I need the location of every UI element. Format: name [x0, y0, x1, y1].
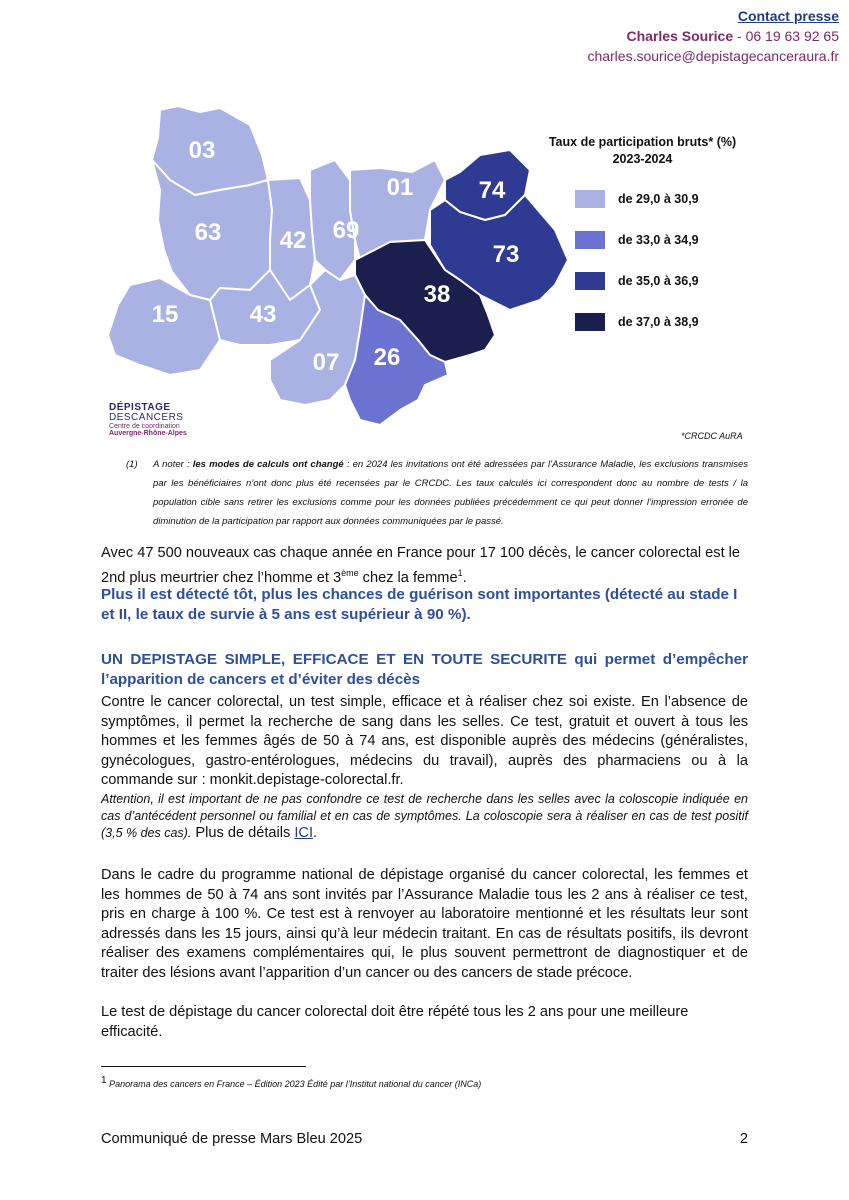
contact-email[interactable]: charles.sourice@depistagecanceraura.fr — [587, 48, 839, 64]
contact-name: Charles Sourice — [626, 28, 734, 44]
dept-label-03: 03 — [188, 137, 216, 164]
dept-label-74: 74 — [478, 177, 506, 204]
dept-label-43: 43 — [249, 301, 277, 328]
dept-label-26: 26 — [373, 344, 401, 371]
repeat-paragraph: Le test de dépistage du cancer colorectal doit être répété tous les 2 ans pour une meilleure efficacité. — [101, 1004, 689, 1040]
legend-swatch — [575, 313, 605, 331]
legend-label: de 35,0 à 36,9 — [618, 274, 699, 288]
contact-title[interactable]: Contact presse — [737, 8, 839, 24]
legend-title: Taux de participation bruts* (%) — [548, 135, 737, 149]
dept-label-15: 15 — [151, 301, 179, 328]
dept-label-38: 38 — [423, 281, 451, 308]
dept-label-07: 07 — [312, 349, 340, 376]
press-contact — [587, 6, 839, 66]
legend-swatch — [575, 231, 605, 249]
calculation-note: (1) A noter : les modes de calculs ont changé : en 2024 les invitations ont été adressées par l’Assurance Maladie, les exclusions transmises par les bénéficiaires n’ont donc plus été recensées par le CRCDC. Les taux calculés ici correspondent donc au nombre de tests / la population cible sans retirer les exclusions comme pour les données publiées précédemment ce qui peut donner l’impression erronée de diminution de la participation par rapport aux données communiquées par le passé. — [126, 455, 748, 531]
footnote-separator — [101, 1066, 306, 1067]
page-footer — [101, 1131, 748, 1147]
legend-item — [545, 312, 745, 332]
dept-label-42: 42 — [279, 227, 307, 254]
dept-label-73: 73 — [492, 241, 520, 268]
attention-paragraph: Attention, il est important de ne pas confondre ce test de recherche dans les selles avec la coloscopie indiquée en cas d’antécédent personnel ou familial et en cas de symptômes. La coloscopie sera à réaliser en cas de test positif (3,5 % des cas). Plus de détails ICI. — [101, 792, 748, 841]
contact-phone: - 06 19 63 92 65 — [733, 28, 839, 44]
map-source: *CRCDC AuRA — [681, 431, 743, 441]
footnote: $^1$ Panorama des cancers en France – Édition 2023 Édité par l’Institut national du cancer (INCa) — [101, 1075, 482, 1089]
details-link[interactable]: ICI — [294, 825, 314, 841]
legend-label: de 29,0 à 30,9 — [618, 192, 699, 206]
section-title: UN DEPISTAGE SIMPLE, EFFICACE ET EN TOUTE SECURITE qui permet d’empêcher l’apparition de cancers et d’éviter des décès — [101, 651, 749, 688]
footer-title: Communiqué de presse Mars Bleu 2025 — [101, 1131, 363, 1147]
legend-period: 2023-2024 — [612, 152, 673, 166]
legend-swatch — [575, 190, 605, 208]
page-number: 2 — [739, 1131, 748, 1147]
legend-swatch — [575, 272, 605, 290]
map-legend — [545, 134, 745, 332]
dept-label-63: 63 — [194, 219, 222, 246]
legend-item — [545, 271, 745, 291]
legend-item — [545, 230, 745, 250]
program-paragraph: Dans le cadre du programme national de dépistage organisé du cancer colorectal, les femmes et les hommes de 50 à 74 ans sont invités par l’Assurance Maladie tous les 2 ans à réaliser ce test, pris en charge à 100 %. Ce test est à renvoyer au laboratoire mentionné et les résultats leur sont adressés dans les 15 jours, ainsi qu’à leur médecin traitant. En cas de résultats positifs, ils devront réaliser des examens complémentaires qui, le plus souvent permettront de diagnostiquer et de traiter des lésions avant l’apparition d’un cancer ou des cancers de stade précoce. — [101, 867, 748, 981]
dept-label-01: 01 — [386, 174, 414, 201]
depistage-logo: DÉPISTAGE DESCANCERS Centre de coordination Auvergne-Rhône-Alpes — [109, 402, 187, 437]
participation-map — [100, 100, 570, 445]
legend-label: de 37,0 à 38,9 — [618, 315, 699, 329]
test-paragraph: Contre le cancer colorectal, un test simple, efficace et à réaliser chez soi existe. En l’absence de symptômes, il permet la recherche de sang dans les selles. Ce test, gratuit et ouvert à tous les hommes et les femmes âgés de 50 à 74 ans, est disponible auprès des médecins (généralistes, gynécologues, gastro-entérologues, médecins du travail), auprès des pharmaciens ou à la commande sur : monkit.depistage-colorectal.fr. — [101, 694, 748, 788]
note-number: (1) — [126, 459, 138, 470]
intro-paragraph: Avec 47 500 nouveaux cas chaque année en France pour 17 100 décès, le cancer colorectal est le 2nd plus meurtrier chez l’homme et 3ème chez la femme$^1$. — [101, 545, 741, 586]
legend-item — [545, 189, 745, 209]
survival-highlight: Plus il est détecté tôt, plus les chances de guérison sont importantes (détecté au stade I et II, le taux de survie à 5 ans est supérieur à 90 %). — [101, 586, 738, 623]
legend-label: de 33,0 à 34,9 — [618, 233, 699, 247]
dept-label-69: 69 — [332, 217, 360, 244]
